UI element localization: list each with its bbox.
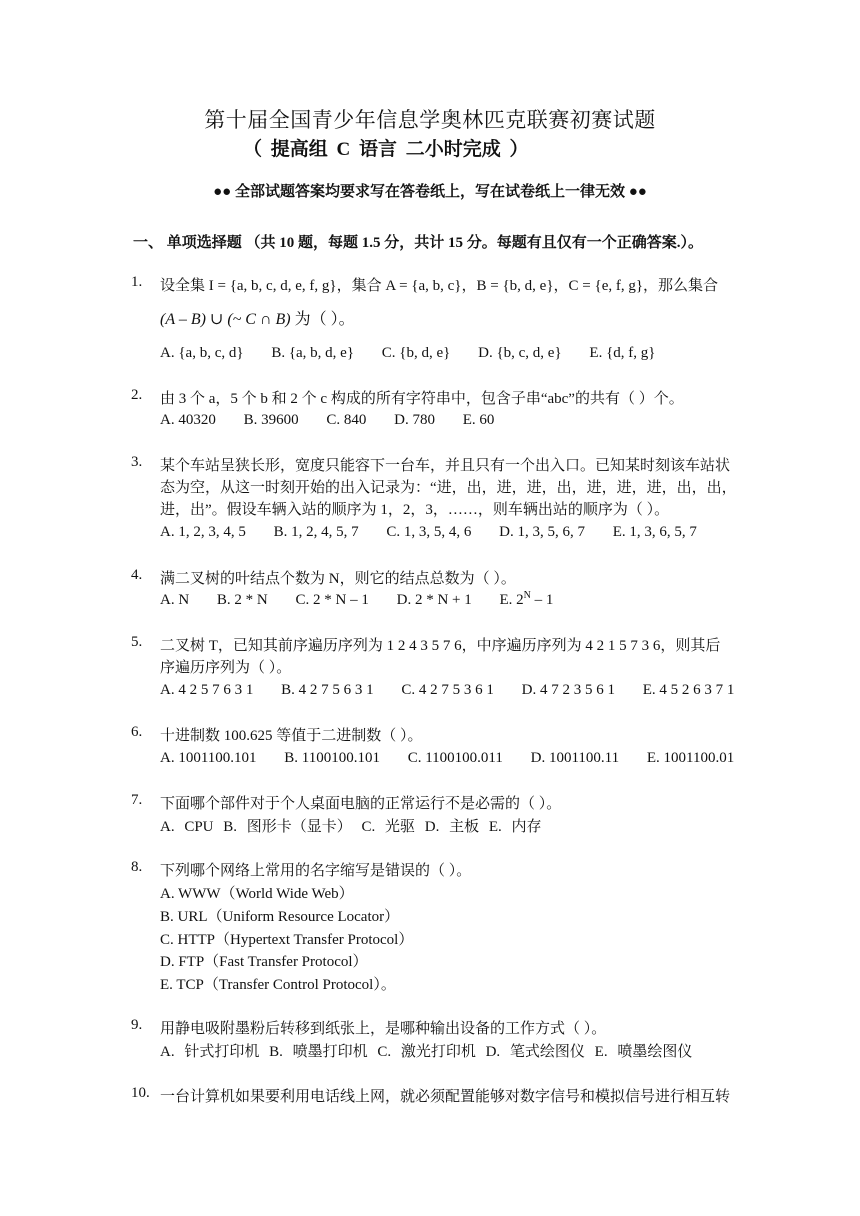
question-text: 序遍历序列为（ ）。 — [160, 660, 292, 676]
question-text: 为（ ）。 — [290, 311, 355, 328]
question-number: 8. — [131, 859, 143, 875]
question-text: 一台计算机如果要利用电话线上网，就必须配置能够对数字信号和模拟信号进行相互转 — [160, 1089, 731, 1105]
option-e-exponent: N — [523, 590, 531, 601]
option-c: C. 840 — [326, 412, 367, 428]
option-e: E. 1, 3, 6, 5, 7 — [612, 524, 697, 540]
option-c: C. {b, d, e} — [381, 345, 451, 361]
option-d: D. 1001100.11 — [530, 750, 620, 766]
set-formula: (A – B) ∪ (~ C ∩ B) — [160, 311, 291, 328]
question-text: 设全集 I = {a, b, c, d, e, f, g}，集合 A = {a, b, c}，B = {b, d, e}，C = {e, f, g}，那么集合 — [160, 278, 719, 294]
question-text: 态为空，从这一时刻开始的出入记录为：“进，出，进，进，出，进，进，进，出，出， — [160, 480, 737, 496]
option-b: B. 39600 — [243, 412, 299, 428]
option-b: B. {a, b, d, e} — [271, 345, 355, 361]
option-b: B. 1100100.101 — [284, 750, 380, 766]
question-number: 1. — [131, 274, 143, 290]
option-a: A. 1001100.101 — [160, 750, 257, 766]
option-b: B. 4 2 7 5 6 3 1 — [281, 682, 374, 698]
option-e-base: E. 2 — [499, 592, 524, 608]
question-text: 某个车站呈狭长形，宽度只能容下一台车，并且只有一个出入口。已知某时刻该车站状 — [160, 458, 731, 474]
option-e-tail: – 1 — [530, 592, 554, 608]
option-a: A. 1, 2, 3, 4, 5 — [160, 524, 246, 540]
option-d: D. 4 7 2 3 5 6 1 — [521, 682, 615, 698]
question-number: 3. — [131, 454, 143, 470]
options-row — [160, 592, 577, 609]
section-heading: 一、 单项选择题 （共 10 题，每题 1.5 分，共计 15 分。每题有且仅有一个正确答案.）。 — [133, 235, 704, 251]
option-e: E. 4 5 2 6 3 7 1 — [642, 682, 735, 698]
option-d: D. 780 — [394, 412, 435, 428]
option-e: E. 60 — [462, 412, 495, 428]
question-text: 满二叉树的叶结点个数为 N，则它的结点总数为（ ）。 — [160, 571, 516, 587]
option-c: C. 2 * N – 1 — [295, 592, 369, 608]
question-text: 用静电吸附墨粉后转移到纸张上，是哪种输出设备的工作方式（ ）。 — [160, 1021, 607, 1037]
question-formula-line — [160, 306, 355, 329]
option-b: B. 1, 2, 4, 5, 7 — [273, 524, 359, 540]
option-a: A. 4 2 5 7 6 3 1 — [160, 682, 254, 698]
option-e — [499, 592, 553, 608]
exam-subtitle: （ 提高组 C 语言 二小时完成 ） — [243, 139, 529, 160]
option-b: B. 2 * N — [216, 592, 268, 608]
options-row: A. CPU B. 图形卡（显卡） C. 光驱 D. 主板 E. 内存 — [160, 819, 542, 835]
question-text: 二叉树 T，已知其前序遍历序列为 1 2 4 3 5 7 6，中序遍历序列为 4 2 1 5 7 3 6，则其后 — [160, 638, 721, 654]
option-e: E. {d, f, g} — [589, 345, 656, 361]
option-a: A. N — [160, 592, 190, 608]
option-c: C. 1, 3, 5, 4, 6 — [386, 524, 472, 540]
question-number: 5. — [131, 634, 143, 650]
option-d: D. 2 * N + 1 — [396, 592, 472, 608]
option-c: C. 4 2 7 5 3 6 1 — [401, 682, 494, 698]
question-text: 下面哪个部件对于个人桌面电脑的正常运行不是必需的（ ）。 — [160, 796, 562, 812]
option-e: E. TCP（Transfer Control Protocol）。 — [160, 977, 396, 993]
question-number: 6. — [131, 724, 143, 740]
options-row — [160, 750, 758, 767]
answer-notice: ●● 全部试题答案均要求写在答卷纸上，写在试卷纸上一律无效 ●● — [213, 184, 647, 200]
question-text: 十进制数 100.625 等值于二进制数（ ）。 — [160, 728, 423, 744]
option-d: D. 1, 3, 5, 6, 7 — [499, 524, 585, 540]
option-d: D. FTP（Fast Transfer Protocol） — [160, 954, 368, 970]
question-number: 7. — [131, 792, 143, 808]
option-b: B. URL（Uniform Resource Locator） — [160, 909, 400, 925]
option-a: A. WWW（World Wide Web） — [160, 886, 354, 902]
options-row — [160, 345, 679, 362]
question-number: 10. — [131, 1085, 150, 1101]
question-text: 进，出”。假设车辆入站的顺序为 1，2，3，……，则车辆出站的顺序为（ ）。 — [160, 502, 670, 518]
options-row — [160, 682, 758, 699]
option-a: A. 40320 — [160, 412, 216, 428]
question-text: 由 3 个 a，5 个 b 和 2 个 c 构成的所有字符串中，包含子串“abc”的共有（ ）个。 — [160, 391, 684, 407]
question-text: 下列哪个网络上常用的名字缩写是错误的（ ）。 — [160, 863, 472, 879]
options-row — [160, 412, 518, 429]
option-d: D. {b, c, d, e} — [478, 345, 562, 361]
option-e: E. 1001100.01 — [646, 750, 735, 766]
option-c: C. 1100100.011 — [407, 750, 503, 766]
exam-title: 第十届全国青少年信息学奥林匹克联赛初赛试题 — [204, 108, 656, 132]
options-row — [160, 524, 721, 541]
question-number: 4. — [131, 567, 143, 583]
option-a: A. {a, b, c, d} — [160, 345, 244, 361]
options-row: A. 针式打印机 B. 喷墨打印机 C. 激光打印机 D. 笔式绘图仪 E. 喷墨绘图仪 — [160, 1044, 693, 1060]
question-number: 2. — [131, 387, 143, 403]
question-number: 9. — [131, 1017, 143, 1033]
option-c: C. HTTP（Hypertext Transfer Protocol） — [160, 932, 414, 948]
